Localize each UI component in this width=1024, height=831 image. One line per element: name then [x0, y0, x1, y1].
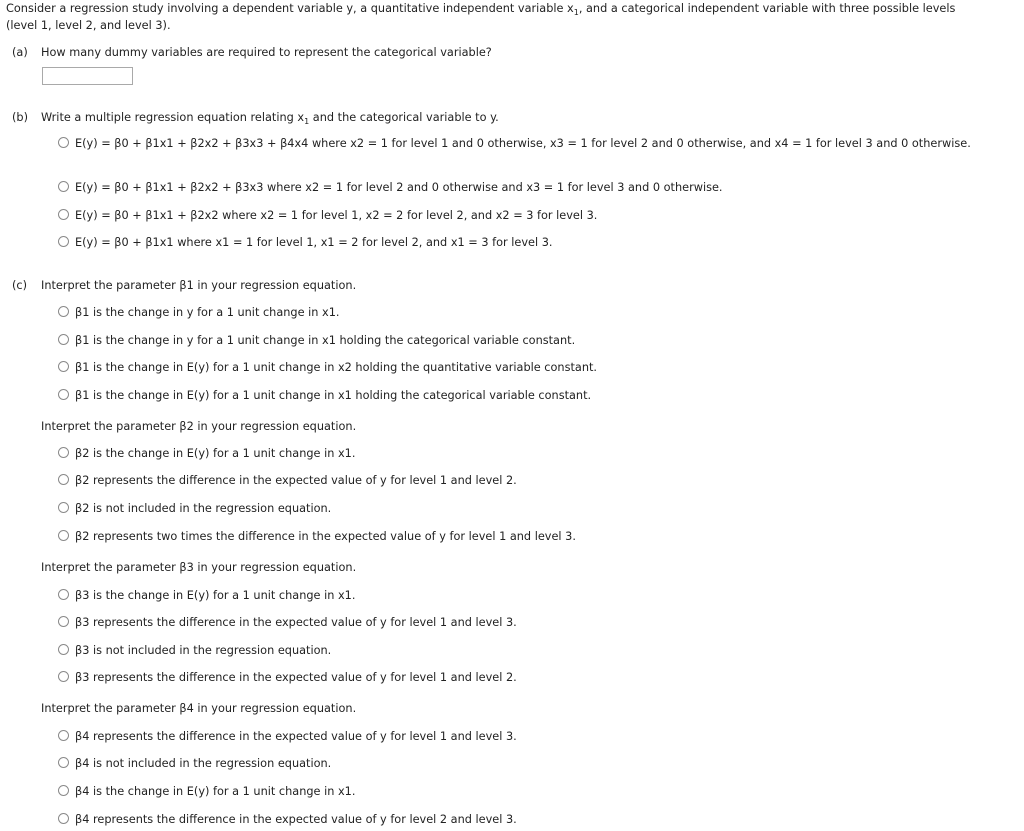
intro-line1-end: , and a categorical independent variable with three possible levels: [578, 2, 956, 15]
option-text: β1 is the change in E(y) for a 1 unit change in x2 holding the quantitative variable constant.: [75, 361, 597, 374]
beta1-option-4[interactable]: [58, 387, 591, 404]
beta1-question: Interpret the parameter β1 in your regression equation.: [41, 279, 357, 292]
beta3-option-1[interactable]: [58, 587, 355, 604]
option-text: β2 represents the difference in the expected value of y for level 1 and level 2.: [75, 474, 517, 487]
radio-button[interactable]: [58, 813, 69, 824]
radio-button[interactable]: [58, 334, 69, 345]
radio-button[interactable]: [58, 502, 69, 513]
beta4-option-3[interactable]: [58, 783, 355, 800]
radio-button[interactable]: [58, 757, 69, 768]
beta3-option-2[interactable]: [58, 614, 517, 631]
radio-button[interactable]: [58, 306, 69, 317]
part-b-question-pre: Write a multiple regression equation relating x: [41, 111, 305, 124]
option-text: β1 is the change in y for a 1 unit change in x1 holding the categorical variable constant.: [75, 334, 576, 347]
beta2-question: Interpret the parameter β2 in your regression equation.: [41, 420, 357, 433]
beta1-option-3[interactable]: [58, 359, 597, 376]
beta4-question: Interpret the parameter β4 in your regression equation.: [41, 702, 357, 715]
option-text: β4 represents the difference in the expected value of y for level 1 and level 3.: [75, 730, 517, 743]
beta4-option-4[interactable]: [58, 811, 517, 828]
beta3-question: Interpret the parameter β3 in your regression equation.: [41, 561, 357, 574]
part-b-option-3[interactable]: [58, 207, 597, 224]
radio-button[interactable]: [58, 474, 69, 485]
option-text: β1 is the change in E(y) for a 1 unit change in x1 holding the categorical variable constant.: [75, 389, 592, 402]
option-text: β4 is the change in E(y) for a 1 unit change in x1.: [75, 785, 356, 798]
beta3-option-3[interactable]: [58, 642, 331, 659]
radio-button[interactable]: [58, 137, 69, 148]
part-b-question-post: and the categorical variable to y.: [309, 111, 499, 124]
part-a-question: How many dummy variables are required to represent the categorical variable?: [41, 46, 492, 59]
beta1-option-1[interactable]: [58, 304, 339, 321]
part-c-label: (c): [12, 279, 28, 292]
option-text: β1 is the change in y for a 1 unit change in x1.: [75, 306, 340, 319]
option-text: β3 is the change in E(y) for a 1 unit change in x1.: [75, 589, 356, 602]
beta2-option-3[interactable]: [58, 500, 331, 517]
option-text: β3 represents the difference in the expected value of y for level 1 and level 3.: [75, 616, 517, 629]
option-text: β4 represents the difference in the expected value of y for level 2 and level 3.: [75, 813, 517, 826]
part-a-label: (a): [12, 46, 28, 59]
intro-line1: Consider a regression study involving a dependent variable y, a quantitative independent variable x: [6, 2, 574, 15]
radio-button[interactable]: [58, 447, 69, 458]
radio-button[interactable]: [58, 236, 69, 247]
beta4-option-2[interactable]: [58, 755, 331, 772]
dummy-count-input[interactable]: [42, 67, 133, 85]
option-text: β2 is not included in the regression equation.: [75, 502, 332, 515]
beta2-option-2[interactable]: [58, 472, 517, 489]
beta1-option-2[interactable]: [58, 332, 575, 349]
option-text: E(y) = β0 + β1x1 where x1 = 1 for level 1, x1 = 2 for level 2, and x1 = 3 for level 3.: [75, 236, 553, 249]
part-b-option-2[interactable]: [58, 179, 723, 196]
beta2-option-4[interactable]: [58, 528, 576, 545]
radio-button[interactable]: [58, 785, 69, 796]
part-b-label: (b): [12, 111, 28, 124]
radio-button[interactable]: [58, 671, 69, 682]
option-text: β2 is the change in E(y) for a 1 unit change in x1.: [75, 447, 356, 460]
radio-button[interactable]: [58, 589, 69, 600]
option-text: E(y) = β0 + β1x1 + β2x2 where x2 = 1 for level 1, x2 = 2 for level 2, and x2 = 3 for level 3.: [75, 209, 598, 222]
part-b-question-sub: 1: [304, 117, 310, 126]
intro-text: [6, 0, 1016, 34]
radio-button[interactable]: [58, 209, 69, 220]
radio-button[interactable]: [58, 361, 69, 372]
part-b-option-1[interactable]: [58, 135, 978, 152]
beta3-option-4[interactable]: [58, 669, 517, 686]
beta4-option-1[interactable]: [58, 728, 517, 745]
option-text: β2 represents two times the difference in the expected value of y for level 1 and level 3.: [75, 530, 576, 543]
intro-line2: (level 1, level 2, and level 3).: [6, 19, 171, 32]
option-text: E(y) = β0 + β1x1 + β2x2 + β3x3 where x2 = 1 for level 2 and 0 otherwise and x3 = 1 for level 3 and 0 otherwise.: [75, 181, 723, 194]
option-text: β4 is not included in the regression equation.: [75, 757, 332, 770]
part-b-option-4[interactable]: [58, 234, 552, 251]
part-b-question: [41, 111, 499, 124]
radio-button[interactable]: [58, 389, 69, 400]
radio-button[interactable]: [58, 616, 69, 627]
option-text: E(y) = β0 + β1x1 + β2x2 + β3x3 + β4x4 where x2 = 1 for level 1 and 0 otherwise, x3 = 1 for level 2 and 0 otherwise, and x4 = 1 for level 3 and 0 otherwise.: [75, 137, 971, 150]
radio-button[interactable]: [58, 530, 69, 541]
radio-button[interactable]: [58, 644, 69, 655]
option-text: β3 is not included in the regression equation.: [75, 644, 332, 657]
intro-subscript: 1: [573, 8, 579, 17]
option-text: β3 represents the difference in the expected value of y for level 1 and level 2.: [75, 671, 517, 684]
radio-button[interactable]: [58, 730, 69, 741]
radio-button[interactable]: [58, 181, 69, 192]
beta2-option-1[interactable]: [58, 445, 355, 462]
